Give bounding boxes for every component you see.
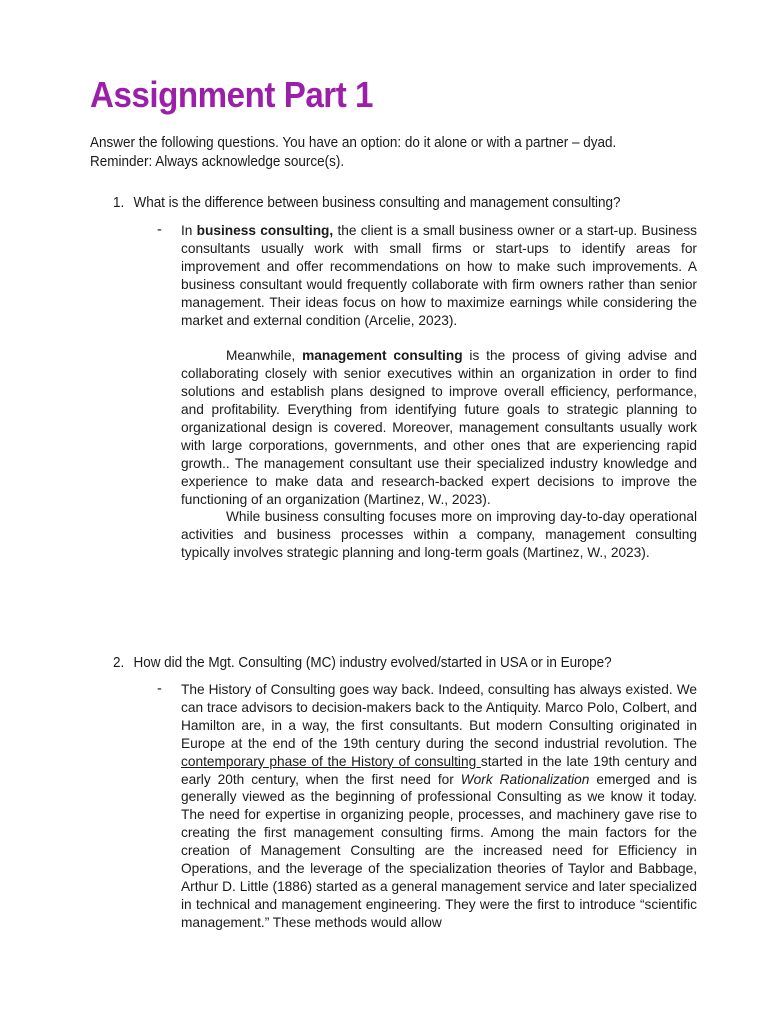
- answer-paragraph: [181, 681, 697, 932]
- bullet-dash: -: [157, 222, 162, 238]
- instructions-line: Answer the following questions. You have an option: do it alone or with a partner – dyad.: [90, 135, 617, 151]
- question-2: [113, 654, 671, 673]
- reminder-line: Reminder: Always acknowledge source(s).: [90, 154, 345, 170]
- text-run: the client is a small business owner or a start-up. Business consultants usually work with small firms or start-ups to identify areas for improvement and offer recommendations on how to make such improvements. A business consultant would frequently collaborate with firm owners rather than senior management. Their ideas focus on how to maximize earnings while considering the market and external condition (Arcelie, 2023).: [181, 223, 698, 328]
- text-run: Meanwhile,: [226, 348, 303, 364]
- question-text: What is the difference between business consulting and management consulting?: [133, 195, 621, 211]
- underlined-reference[interactable]: contemporary phase of the History of consulting: [181, 753, 481, 769]
- question-1: [113, 194, 671, 213]
- text-run: is the process of giving advise and collaborating closely with senior executives within an organization in order to find solutions and establish plans designed to improve overall efficiency, performance, and profitability. Everything from identifying future goals to strategic planning to organizational design is covered. Moreover, management consultants usually work with large corporations, governments, and other ones that are experiencing rapid growth.. The management consultant use their specialized industry knowledge and experience to make data and research-backed expert decisions to improve the functioning of an organization (Martinez, W., 2023).: [181, 348, 697, 507]
- question-text: How did the Mgt. Consulting (MC) industry evolved/started in USA or in Europe?: [133, 655, 612, 671]
- italic-term: Work Rationalization: [460, 771, 590, 787]
- page-title: Assignment Part 1: [90, 74, 373, 115]
- answer-paragraph: [181, 347, 697, 508]
- text-run: In: [181, 223, 197, 238]
- instructions: [90, 134, 730, 172]
- text-run: The History of Consulting goes way back. Indeed, consulting has always existed. We can trace advisors to decision-makers back to the Antiquity. Marco Polo, Colbert, and Hamilton are, in a way, the first consultants. But modern Consulting originated in Europe at the end of the 19th century during the second industrial revolution. The: [181, 682, 697, 751]
- text-run: started in the late 19th century and early 20th century, when the first need for: [181, 753, 697, 787]
- answer-paragraph: While business consulting focuses more on improving day-to-day operational activities and business processes within a company, management consulting typically involves strategic planning and long-term goals (Martinez, W., 2023).: [181, 509, 697, 561]
- question-number: 2.: [113, 655, 125, 671]
- answer-paragraph: [181, 222, 697, 329]
- answer-1: [181, 222, 697, 562]
- answer-2: [181, 681, 697, 932]
- question-number: 1.: [113, 195, 125, 211]
- bold-term: management consulting: [302, 348, 463, 364]
- bullet-dash: -: [157, 681, 162, 697]
- bold-term: business consulting,: [196, 223, 334, 238]
- text-run: emerged and is generally viewed as the beginning of professional Consulting as we know it today. The need for expertise in organizing people, processes, and machinery gave rise to creating the first management consulting firms. Among the main factors for the creation of Management Consulting are the increased need for Efficiency in Operations, and the leverage of the specialization theories of Taylor and Babbage, Arthur D. Little (1886) started as a general management service and later specialized in technical and management engineering. They were the first to introduce “scientific management.” These methods would allow: [181, 771, 697, 930]
